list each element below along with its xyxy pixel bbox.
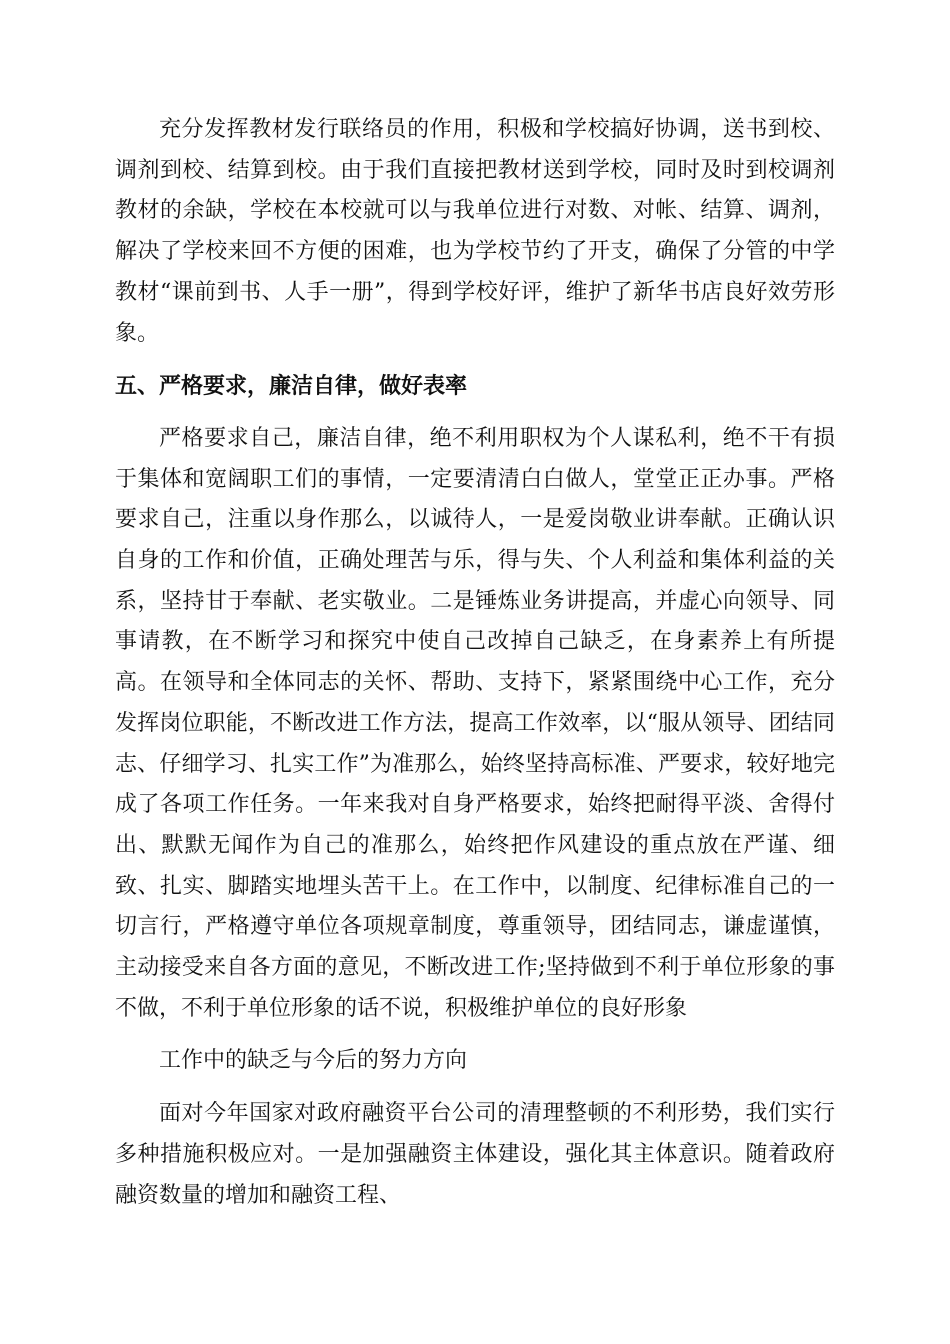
body-paragraph-2: 严格要求自己，廉洁自律，绝不利用职权为个人谋私利，绝不干有损于集体和宽阔职工们的事情，一定要清清白白做人，堂堂正正办事。严格要求自己，注重以身作那么，以诚待人，一是爱岗敬业讲奉献。正确认识自身的工作和价值，正确处理苦与乐，得与失、个人利益和集体利益的关系，坚持甘于奉献、老实敬业。二是锤炼业务讲提高，并虚心向领导、同事请教，在不断学习和探究中使自己改掉自己缺乏，在身素养上有所提高。在领导和全体同志的关怀、帮助、支持下，紧紧围绕中心工作，充分发挥岗位职能，不断改进工作方法，提高工作效率，以“服从领导、团结同志、仔细学习、扎实工作”为准那么，始终坚持高标准、严要求，较好地完成了各项工作任务。一年来我对自身严格要求，始终把耐得平淡、舍得付出、默默无闻作为自己的准那么，始终把作风建设的重点放在严谨、细致、扎实、脚踏实地埋头苦干上。在工作中，以制度、纪律标准自己的一切言行，严格遵守单位各项规章制度，尊重领导，团结同志，谦虚谨慎，主动接受来自各方面的意见，不断改进工作;坚持做到不利于单位形象的事不做，不利于单位形象的话不说，积极维护单位的良好形象 xyxy=(115,425,835,1021)
sub-heading-shortcomings: 工作中的缺乏与今后的努力方向 xyxy=(159,1048,468,1074)
section-heading-5: 五、严格要求，廉洁自律，做好表率 xyxy=(115,373,468,400)
paragraph-spacer xyxy=(115,1029,835,1041)
paragraph-spacer xyxy=(115,1082,835,1094)
body-paragraph-1: 充分发挥教材发行联络员的作用，积极和学校搞好协调，送书到校、调剂到校、结算到校。由于我们直接把教材送到学校，同时及时到校调剂教材的余缺，学校在本校就可以与我单位进行对数、对帐、结算、调剂，解决了学校来回不方便的困难，也为学校节约了开支，确保了分管的中学教材“课前到书、人手一册”，得到学校好评，维护了新华书店良好效劳形象。 xyxy=(115,117,835,346)
document-page xyxy=(115,110,835,1216)
paragraph-spacer xyxy=(115,407,835,419)
paragraph-spacer xyxy=(115,354,835,366)
body-paragraph-3: 面对今年国家对政府融资平台公司的清理整顿的不利形势，我们实行多种措施积极应对。一是加强融资主体建设，强化其主体意识。随着政府融资数量的增加和融资工程、 xyxy=(115,1101,835,1208)
